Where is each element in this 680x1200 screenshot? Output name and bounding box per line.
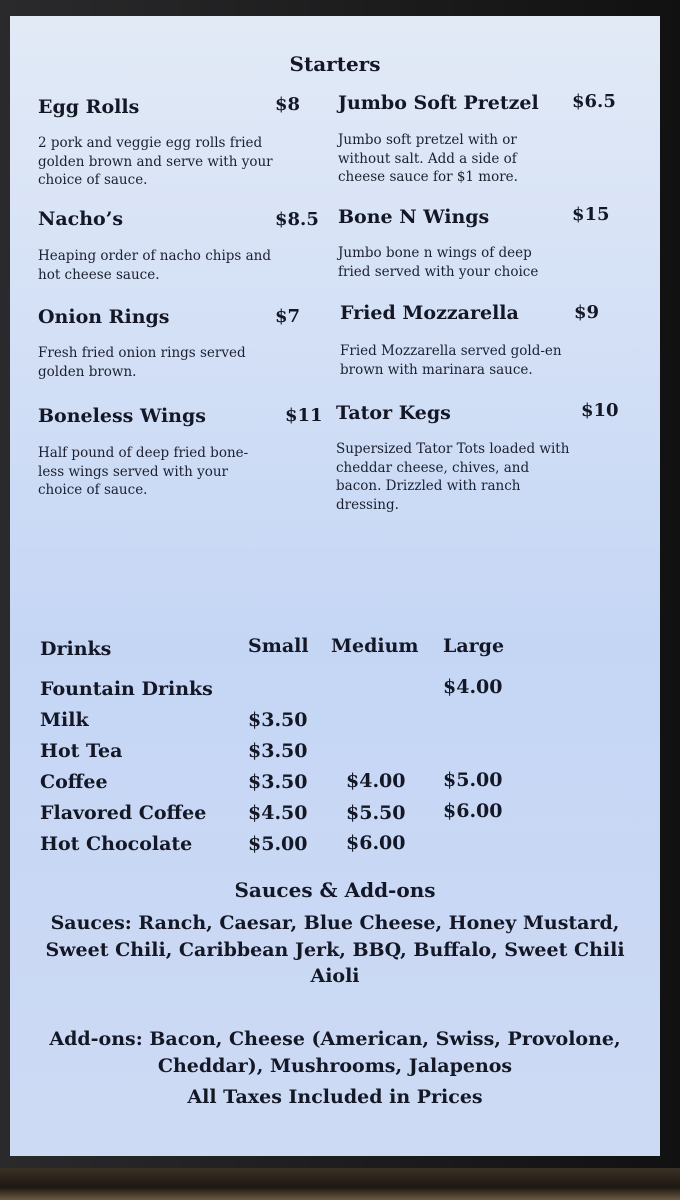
menu-item-description: Half pound of deep fried bone-less wings served with your choice of sauce. [38,445,249,498]
menu-item-price: $7 [275,306,301,327]
drink-name: Milk [40,709,89,731]
table-surface [0,1168,680,1200]
drink-name: Hot Tea [40,740,123,762]
menu-item-price: $6.5 [572,91,616,112]
drink-price-small: $5.00 [248,833,308,855]
menu-screen [10,16,660,1156]
addons-line: Cheddar), Mushrooms, Jalapenos [157,1055,513,1077]
menu-item-name: Jumbo Soft Pretzel [338,92,539,114]
drink-price-medium: $5.50 [346,802,406,824]
column-header-large: Large [443,635,505,657]
menu-item-name: Nacho’s [38,208,124,230]
menu-item-price: $11 [285,405,323,426]
menu-item-price: $10 [581,400,619,421]
drink-name: Coffee [40,771,108,793]
drink-price-small: $3.50 [248,709,308,731]
drink-price-large: $5.00 [443,769,503,791]
drink-name: Hot Chocolate [40,833,193,855]
column-header-small: Small [248,635,309,657]
drink-price-large: $4.00 [443,676,503,698]
menu-item-name: Tator Kegs [336,402,451,424]
drink-name: Flavored Coffee [40,802,207,824]
sauces-line: Aioli [310,965,360,987]
menu-item-price: $8.5 [275,209,319,230]
menu-item-description: Fried Mozzarella served gold-en brown with marinara sauce. [340,343,562,378]
drink-name: Fountain Drinks [40,678,213,700]
addons-line: Add-ons: Bacon, Cheese (American, Swiss, Provolone, [49,1028,621,1050]
column-header-medium: Medium [331,635,419,657]
menu-item-description: Fresh fried onion rings served golden brown. [38,345,246,380]
menu-item-description: Jumbo soft pretzel with or without salt. Add a side of cheese sauce for $1 more. [338,132,518,185]
menu-item-description: 2 pork and veggie egg rolls fried golden brown and serve with your choice of sauce. [38,135,273,188]
sauces-heading: Sauces & Add-ons [234,878,436,902]
menu-item-name: Egg Rolls [38,96,140,118]
sauces-line: Sauces: Ranch, Caesar, Blue Cheese, Honey Mustard, [50,912,620,934]
drink-price-small: $4.50 [248,802,308,824]
drinks-heading: Drinks [40,638,112,660]
menu-item-price: $9 [574,302,600,323]
taxes-note: All Taxes Included in Prices [187,1086,483,1108]
drink-price-medium: $4.00 [346,770,406,792]
menu-item-name: Fried Mozzarella [340,302,519,324]
menu-item-name: Boneless Wings [38,405,206,427]
menu-item-description: Supersized Tator Tots loaded with cheddar cheese, chives, and bacon. Drizzled with ranch dressing. [336,441,570,513]
drink-price-small: $3.50 [248,771,308,793]
menu-item-description: Heaping order of nacho chips and hot cheese sauce. [38,248,272,283]
drink-price-small: $3.50 [248,740,308,762]
menu-item-price: $15 [572,204,610,225]
starters-heading: Starters [289,52,381,76]
drink-price-large: $6.00 [443,800,503,822]
menu-item-name: Bone N Wings [338,206,490,228]
menu-item-name: Onion Rings [38,306,170,328]
drink-price-medium: $6.00 [346,832,406,854]
menu-item-price: $8 [275,94,301,115]
sauces-line: Sweet Chili, Caribbean Jerk, BBQ, Buffalo, Sweet Chili [45,939,625,961]
menu-item-description: Jumbo bone n wings of deep fried served with your choice [338,245,539,280]
